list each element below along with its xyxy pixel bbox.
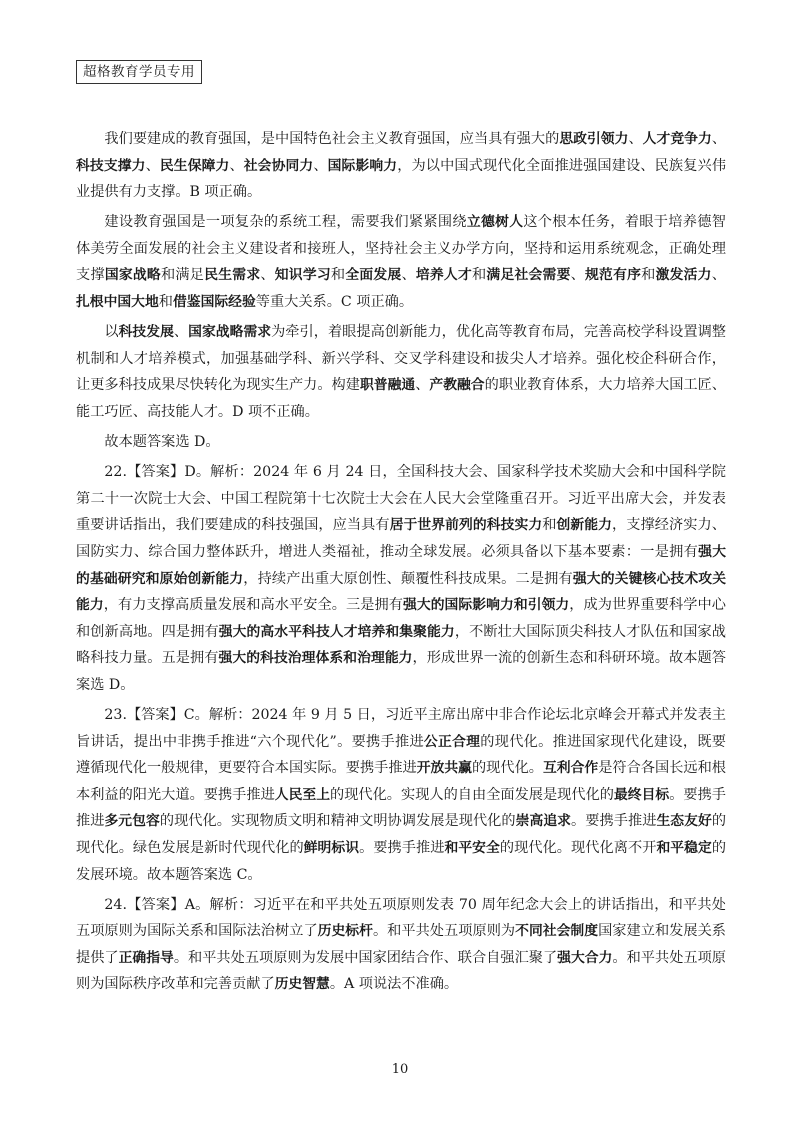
text-run: 、 xyxy=(401,267,416,284)
text-run: 、 xyxy=(173,324,189,341)
text-run: 我们要建成的教育强国，是中国特色社会主义教育强国，应当具有强大的 xyxy=(104,131,560,147)
bold-keyword: 科技发展 xyxy=(118,324,174,341)
bold-keyword: 不同社会制度 xyxy=(515,923,599,940)
bold-keyword: 职普融通 xyxy=(359,377,416,394)
text-run: 、 xyxy=(260,267,275,284)
bold-keyword: 知识学习 xyxy=(274,267,331,284)
bold-keyword: 人才竞争力 xyxy=(642,131,712,147)
text-run: 和满足 xyxy=(160,267,205,284)
text-run: 24.【答案】A。解析：习近平在和平共处五项原则发表 70 周年纪念大会上的讲话指出，和平共处五项原则为国际关系和国际法治树立了 xyxy=(76,896,726,940)
text-run: 、 xyxy=(415,377,430,394)
bold-keyword: 历史智慧 xyxy=(274,976,330,993)
paragraph xyxy=(76,429,726,456)
text-run: 的职业教育体系，大力培养大国工匠、能工巧匠、高技能人才。D 项不正确。 xyxy=(76,377,726,420)
text-run: 的现代化。推进国家现代化建设，既要遵循现代化一般规律，更要符合本国实际。要携手推进 xyxy=(76,733,726,777)
text-run: 、 xyxy=(711,267,726,284)
text-run: 23.【答案】C。解析：2024 年 9 月 5 日，习近平主席出席中非合作论坛北京峰会开幕式并发表主旨讲话，提出中非携手推进“六个现代化”。要携手推进 xyxy=(76,706,726,750)
paragraph xyxy=(76,459,726,698)
bold-keyword: 崇高追求 xyxy=(515,813,572,830)
text-run: 、 xyxy=(570,267,586,284)
bold-keyword: 正确指导 xyxy=(118,949,174,966)
text-run: 和 xyxy=(330,267,346,284)
bold-keyword: 民生需求 xyxy=(204,267,261,284)
bold-keyword: 创新能力 xyxy=(556,517,612,534)
bold-keyword: 鲜明标识 xyxy=(303,839,360,856)
bold-keyword: 开放共赢 xyxy=(416,760,472,777)
text-run: 、 xyxy=(145,157,160,174)
text-run: 等重大关系。C 项正确。 xyxy=(255,294,414,311)
bold-keyword: 公正合理 xyxy=(423,733,481,750)
bold-keyword: 和平安全 xyxy=(444,839,500,856)
text-run: 以 xyxy=(104,324,119,341)
text-run: 。A 项说法不准确。 xyxy=(329,976,459,993)
document-header-tag: 超格教育学员专用 xyxy=(76,60,202,84)
text-run: 这个根本任务，着眼于培养德智体美劳全面发展的社会主义建设者和接班人，坚持社会主义办学方向，坚持和运用系统观念，正确处理支撑 xyxy=(76,214,726,284)
text-run: 、 xyxy=(711,131,727,147)
text-run: 。要携手推进 xyxy=(359,839,445,856)
paragraph xyxy=(76,319,726,425)
text-run: 的发展环境。故本题答案选 C。 xyxy=(76,839,727,883)
text-run: 的现代化。绿色发展是新时代现代化的 xyxy=(76,813,727,856)
bold-keyword: 满足社会需要 xyxy=(486,267,571,284)
text-run: ，有力支撑高质量发展和高水平安全。三是拥有 xyxy=(103,597,403,614)
text-run: 的现代化。现代化离不开 xyxy=(499,839,657,856)
text-run: 和 xyxy=(542,517,557,534)
bold-keyword: 居于世界前列的科技实力 xyxy=(389,517,543,534)
bold-keyword: 历史标杆 xyxy=(317,923,373,940)
bold-keyword: 强大的科技治理体系和治理能力 xyxy=(218,650,413,667)
text-run: 、 xyxy=(628,131,643,147)
bold-keyword: 强大的基础研究和原始创新能力 xyxy=(76,543,726,587)
bold-keyword: 强大的关键核心技术攻关能力 xyxy=(76,570,727,614)
text-run: ，持续产出重大原创性、颠覆性科技成果。二是拥有 xyxy=(243,570,573,587)
bold-keyword: 立德树人 xyxy=(466,214,524,231)
bold-keyword: 强大合力 xyxy=(557,949,613,966)
text-run: 为牵引，着眼提高创新能力，优化高等教育布局，完善高校学科设置调整机制和人才培养模式，加强基础学科、新兴学科、交叉学科建设和拔尖人才培养。强化校企科研合作，让更多科技成果尽快转化为现实生产力。构建 xyxy=(76,324,726,394)
text-run: 。和平共处五项原则为发展中国家团结合作、联合自强汇聚了 xyxy=(173,949,558,966)
text-run: 是符合各国长远和根本利益的阳光大道。要携手推进 xyxy=(76,760,726,803)
text-run: ，支撑经济实力、国防实力、综合国力整体跃升，增进人类福祉，推动全球发展。必须具备以下基本要素：一是拥有 xyxy=(76,517,726,560)
bold-keyword: 民生保障力 xyxy=(159,157,230,174)
bold-keyword: 多元包容 xyxy=(104,813,160,830)
bold-keyword: 培养人才 xyxy=(415,267,472,284)
text-run: 国家建立和发展关系提供了 xyxy=(76,923,726,966)
document-body xyxy=(76,126,726,1002)
bold-keyword: 互利合作 xyxy=(542,760,599,777)
text-run: 和 xyxy=(158,294,173,311)
paragraph xyxy=(76,126,726,206)
bold-keyword: 国际影响力 xyxy=(327,157,398,174)
bold-keyword: 科技支撑力 xyxy=(76,157,146,174)
bold-keyword: 思政引领力 xyxy=(559,131,629,147)
paragraph xyxy=(76,892,726,998)
bold-keyword: 强大的高水平科技人才培养和集聚能力 xyxy=(218,623,455,640)
text-run: 的现代化。实现人的自由全面发展是现代化的 xyxy=(330,786,614,803)
text-run: 的现代化。 xyxy=(471,760,543,777)
bold-keyword: 借鉴国际经验 xyxy=(172,294,256,311)
paragraph xyxy=(76,209,726,315)
text-run: 、 xyxy=(229,157,244,174)
paragraph xyxy=(76,702,726,888)
text-run: 。和平共处五项原则为 xyxy=(372,923,516,940)
bold-keyword: 国家战略 xyxy=(104,267,161,284)
bold-keyword: 国家战略需求 xyxy=(188,324,272,341)
bold-keyword: 最终目标 xyxy=(613,786,670,803)
text-run: 和 xyxy=(641,267,656,284)
bold-keyword: 扎根中国大地 xyxy=(76,294,159,311)
text-run: ，成为世界重要科学中心和创新高地。四是拥有 xyxy=(76,597,726,640)
bold-keyword: 社会协同力 xyxy=(243,157,314,174)
bold-keyword: 激发活力 xyxy=(655,267,712,284)
text-run: 22.【答案】D。解析：2024 年 6 月 24 日，全国科技大会、国家科学技术奖励大会和中国科学院第二十一次院士大会、中国工程院第十七次院士大会在人民大会堂隆重召开。习近平出席大会，并发表重要讲话指出，我们要建成的科技强国，应当具有 xyxy=(76,464,726,534)
page-number: 10 xyxy=(391,1062,409,1077)
text-run: ，为以中国式现代化全面推进强国建设、民族复兴伟业提供有力支撑。B 项正确。 xyxy=(76,157,727,201)
text-run: 。要携手推进 xyxy=(76,786,726,830)
text-run: 。要携手推进 xyxy=(571,813,657,830)
text-run: 。和平共处五项原则为国际秩序改革和完善贡献了 xyxy=(76,949,726,993)
bold-keyword: 和平稳定 xyxy=(656,839,712,856)
bold-keyword: 生态友好 xyxy=(656,813,712,830)
bold-keyword: 规范有序 xyxy=(585,267,642,284)
text-run: 故本题答案选 D。 xyxy=(104,434,220,451)
text-run: ，不断壮大国际顶尖科技人才队伍和国家战略科技力量。五是拥有 xyxy=(76,623,726,667)
text-run: 和 xyxy=(472,267,487,284)
bold-keyword: 人民至上 xyxy=(274,786,331,803)
text-run: 建设教育强国是一项复杂的系统工程，需要我们紧紧围绕 xyxy=(104,214,467,231)
text-run: 的现代化。实现物质文明和精神文明协调发展是现代化的 xyxy=(159,813,516,830)
bold-keyword: 产教融合 xyxy=(429,377,485,394)
text-run: ，形成世界一流的创新生态和科研环境。故本题答案选 D。 xyxy=(76,650,726,693)
bold-keyword: 强大的国际影响力和引领力 xyxy=(402,597,570,614)
bold-keyword: 全面发展 xyxy=(345,267,402,284)
text-run: 、 xyxy=(313,157,328,174)
